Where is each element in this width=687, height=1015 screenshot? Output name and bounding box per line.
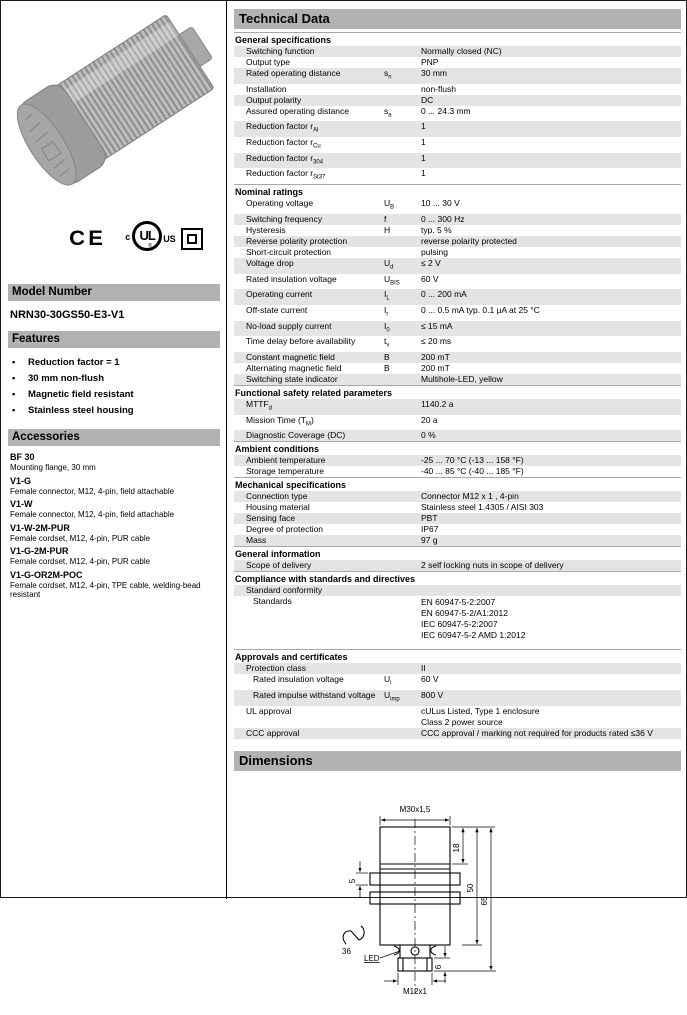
accessory-description: Female connector, M12, 4-pin, field attachable [10, 510, 175, 519]
spec-label: Rated impulse withstand voltage [253, 690, 376, 700]
spec-row [234, 455, 681, 466]
feature-item [10, 403, 218, 419]
accessory-item [10, 546, 218, 567]
spec-row [234, 690, 681, 706]
spec-value: EN 60947-5-2:2007 EN 60947-5-2/A1:2012 IEC 60947-5-2:2007 IEC 60947-5-2 AMD 1:2012 [421, 596, 526, 640]
spec-symbol [384, 513, 421, 524]
product-photo-illustration [8, 9, 214, 193]
ul-c-label: c [125, 232, 131, 242]
spec-value: PBT [421, 513, 438, 524]
accessory-name: BF 30 [10, 452, 35, 462]
spec-value: cULus Listed, Type 1 enclosure Class 2 power source [421, 706, 540, 728]
spec-row [234, 321, 681, 337]
spec-row [234, 274, 681, 290]
spec-value: 0 ... 300 Hz [421, 213, 465, 224]
spec-label: No-load supply current [246, 320, 332, 331]
feature-text: Stainless steel housing [28, 405, 134, 416]
ul-letters: UL [139, 228, 155, 243]
spec-row [234, 236, 681, 247]
spec-label: CCC approval [246, 727, 300, 738]
spec-value: 20 a [421, 414, 438, 425]
features-list [10, 355, 218, 419]
spec-value: Multihole-LED, yellow [421, 373, 503, 384]
spec-symbol [384, 46, 421, 57]
spec-value: 0 ... 200 mA [421, 289, 467, 300]
spec-symbol [384, 247, 421, 258]
spec-row [234, 374, 681, 385]
spec-value: 1 [421, 121, 426, 132]
spec-label: Voltage drop [246, 257, 294, 268]
spec-row [234, 466, 681, 477]
spec-label: Switching frequency [246, 213, 323, 224]
spec-row [234, 399, 681, 415]
spec-label: Degree of protection [246, 524, 324, 535]
ce-mark-icon: CE [69, 227, 107, 250]
spec-value: PNP [421, 57, 439, 67]
spec-row [234, 214, 681, 225]
spec-symbol: $U_{imp}$ [384, 690, 400, 703]
protection-class-2-icon [181, 228, 203, 250]
spec-label: Installation [246, 83, 287, 94]
feature-text: Magnetic field resistant [28, 389, 134, 400]
right-column [234, 9, 681, 1015]
dim-thread-bottom: M12x1 [402, 986, 428, 996]
spec-value: CCC approval / marking not required for products rated ≤36 V [421, 727, 653, 738]
spec-symbol [384, 374, 421, 385]
accessory-description: Female connector, M12, 4-pin, field attachable [10, 486, 175, 496]
spec-value: ≤ 15 mA [421, 320, 453, 331]
spec-value: reverse polarity protected [421, 235, 517, 246]
spec-value: 0 ... 24.3 mm [421, 105, 471, 116]
dim-led-label: LED [364, 953, 380, 963]
accessory-item [10, 523, 218, 544]
spec-symbol [384, 168, 421, 184]
spec-label: Constant magnetic field [246, 351, 335, 362]
spec-symbol [384, 57, 421, 68]
spec-symbol: H [384, 224, 391, 235]
spec-row [234, 198, 681, 214]
spec-symbol [384, 399, 421, 415]
technical-data-header: Technical Data [234, 9, 681, 29]
spec-row [234, 491, 681, 502]
dim-50: 50 [466, 883, 475, 893]
spec-value: 800 V [421, 690, 444, 700]
spec-label: Diagnostic Coverage (DC) [246, 430, 346, 441]
bullet-icon: • [12, 405, 16, 416]
spec-symbol: f [384, 213, 387, 224]
spec-value: 30 mm [421, 68, 447, 78]
spec-label: Operating current [246, 289, 313, 300]
spec-row [234, 502, 681, 513]
spec-symbol [384, 455, 421, 466]
spec-label: Operating voltage [246, 198, 314, 209]
spec-label: Standard conformity [246, 585, 323, 596]
model-number-header: Model Number [8, 284, 220, 301]
spec-label: Housing material [246, 502, 310, 513]
spec-row [234, 513, 681, 524]
spec-symbol: $I_0$ [384, 320, 390, 334]
spec-value: 1 [421, 137, 426, 148]
spec-label: Standards [253, 596, 292, 607]
spec-row [234, 57, 681, 68]
spec-symbol: $s_n$ [384, 68, 392, 81]
ul-us-label: US [163, 234, 176, 244]
spec-value: typ. 5 % [421, 224, 452, 235]
spec-label: Mass [246, 535, 267, 546]
accessory-name: V1-W [10, 499, 33, 509]
dim-5: 5 [348, 878, 357, 883]
accessory-name: V1-W-2M-PUR [10, 522, 70, 533]
model-number-value: NRN30-30GS50-E3-V1 [10, 309, 125, 321]
spec-symbol [384, 524, 421, 535]
spec-value: 0 ... 0.5 mA typ. 0.1 µA at 25 °C [421, 304, 540, 315]
section-header: Approvals and certificates [234, 649, 681, 663]
accessory-item [10, 570, 218, 600]
spec-label: Scope of delivery [246, 560, 312, 571]
spec-symbol: $U_i$ [384, 674, 392, 687]
spec-label: Connection type [246, 491, 308, 502]
dim-18: 18 [452, 843, 461, 853]
spec-value: 60 V [421, 273, 439, 284]
spec-label: Alternating magnetic field [246, 362, 342, 373]
spec-label: Output polarity [246, 94, 302, 105]
spec-row [234, 674, 681, 690]
spec-label: Switching function [246, 46, 315, 56]
section-header: Compliance with standards and directives [234, 571, 681, 585]
certification-marks [70, 221, 220, 257]
spec-value: 1 [421, 168, 426, 179]
protection-class-2-inner-square [187, 234, 197, 244]
spec-row [234, 46, 681, 57]
spec-row [234, 258, 681, 274]
dim-6: 6 [434, 964, 443, 969]
spec-row [234, 225, 681, 236]
spec-value: 10 ... 30 V [421, 198, 460, 209]
spec-symbol [384, 95, 421, 106]
section-header: Mechanical specifications [234, 477, 681, 491]
spec-row [234, 585, 681, 596]
section-header: General information [234, 546, 681, 560]
spec-value: DC [421, 94, 434, 105]
feature-text: Reduction factor = 1 [28, 357, 120, 368]
spec-label: Switching state indicator [246, 373, 338, 384]
spec-symbol [384, 466, 421, 477]
spec-row [234, 535, 681, 546]
section-header: General specifications [234, 32, 681, 46]
spec-value: IP67 [421, 524, 439, 535]
spec-symbol [384, 560, 421, 571]
bullet-icon: • [12, 373, 16, 384]
spec-value: 200 mT [421, 351, 450, 362]
spec-symbol: $U_{BIS}$ [384, 273, 400, 287]
spec-value: 200 mT [421, 362, 450, 373]
accessories-header: Accessories [8, 429, 220, 446]
spec-label: Reduction factor $r_{304}$ [246, 152, 324, 166]
spec-row [234, 68, 681, 84]
spec-label: Reduction factor $r_{St37}$ [246, 168, 326, 182]
spec-value: -40 ... 85 °C (-40 ... 185 °F) [421, 466, 524, 477]
spec-value: II [421, 663, 426, 674]
spec-row [234, 137, 681, 153]
section-header: Ambient conditions [234, 441, 681, 455]
spec-row [234, 289, 681, 305]
spec-row [234, 121, 681, 137]
spec-label: Short-circuit protection [246, 246, 332, 257]
spec-symbol [384, 491, 421, 502]
spec-row [234, 524, 681, 535]
spec-label: Assured operating distance [246, 105, 350, 116]
feature-text: 30 mm non-flush [28, 373, 105, 384]
spec-row [234, 247, 681, 258]
dimension-drawing-svg [334, 795, 564, 1010]
accessory-description: Female cordset, M12, 4-pin, PUR cable [10, 557, 151, 566]
spec-row [234, 560, 681, 571]
spec-symbol [384, 137, 421, 153]
spec-value: Normally closed (NC) [421, 46, 502, 56]
accessory-item [10, 452, 218, 473]
spec-label: UL approval [246, 705, 292, 716]
spec-label: Protection class [246, 663, 306, 674]
spec-label: Reverse polarity protection [246, 235, 348, 246]
section-header: Nominal ratings [234, 184, 681, 198]
spec-symbol [384, 121, 421, 137]
section-header: Functional safety related parameters [234, 385, 681, 399]
column-divider [226, 1, 227, 899]
spec-row [234, 84, 681, 95]
accessories-list [10, 452, 218, 603]
spec-row [234, 596, 681, 640]
spec-label: Off-state current [246, 304, 308, 315]
bullet-icon: • [12, 389, 16, 400]
spec-symbol [384, 663, 421, 674]
feature-item [10, 355, 218, 371]
spec-value: Stainless steel 1.4305 / AISI 303 [421, 502, 544, 513]
spec-symbol: B [384, 362, 390, 373]
dimensions-header: Dimensions [234, 751, 681, 771]
accessory-name: V1-G-OR2M-POC [10, 569, 83, 580]
cULus-mark-icon [125, 221, 176, 257]
spec-symbol: $t_v$ [384, 336, 390, 349]
spec-row [234, 363, 681, 374]
spec-symbol: $U_d$ [384, 257, 394, 271]
spec-symbol [384, 84, 421, 95]
spec-value: 97 g [421, 535, 438, 546]
spec-value [421, 585, 681, 596]
dim-thread-top: M30x1,5 [399, 804, 431, 814]
spec-value: 1 [421, 152, 426, 163]
spec-row [234, 415, 681, 431]
spec-label: Reduction factor $r_{Al}$ [246, 121, 319, 135]
spec-row [234, 168, 681, 184]
spec-label: Storage temperature [246, 466, 324, 477]
dim-65: 65 [480, 896, 489, 906]
spec-label: $MTTF_d$ [246, 398, 272, 412]
spec-symbol [384, 415, 421, 431]
accessory-description: Female cordset, M12, 4-pin, PUR cable [10, 533, 151, 543]
wrench-icon [343, 926, 364, 944]
dim-wrench-36: 36 [342, 946, 351, 956]
spec-label: Time delay before availability [246, 336, 356, 347]
spec-symbol [384, 728, 421, 739]
spec-label: Mission Time $(T_M)$ [246, 414, 314, 428]
accessory-name: V1-G [10, 475, 32, 486]
spec-symbol [384, 430, 421, 441]
spec-label: Rated insulation voltage [246, 273, 337, 284]
spec-value: -25 ... 70 °C (-13 ... 158 °F) [421, 455, 524, 466]
spec-row [234, 106, 681, 122]
spec-row [234, 728, 681, 739]
spec-value: 2 self locking nuts in scope of delivery [421, 560, 564, 571]
spec-sections [234, 32, 681, 739]
spec-row [234, 663, 681, 674]
spec-value: ≤ 2 V [421, 257, 441, 268]
spec-label: Reduction factor $r_{Cu}$ [246, 137, 321, 150]
spec-symbol [384, 502, 421, 513]
feature-item [10, 371, 218, 387]
spec-value: pulsing [421, 246, 448, 257]
accessory-item [10, 499, 218, 520]
accessory-description: Mounting flange, 30 mm [10, 463, 96, 472]
spec-symbol [384, 596, 421, 640]
spec-label: Ambient temperature [246, 455, 326, 466]
feature-item [10, 387, 218, 403]
spec-row [234, 706, 681, 728]
spec-symbol [384, 585, 421, 596]
spec-symbol: $U_B$ [384, 198, 395, 211]
spec-label: Sensing face [246, 513, 296, 524]
spec-symbol [384, 535, 421, 546]
dimension-drawing [334, 795, 564, 1015]
spec-row [234, 430, 681, 441]
accessory-description: Female cordset, M12, 4-pin, TPE cable, welding-bead resistant [10, 580, 201, 599]
spec-value: 60 V [421, 674, 439, 685]
spec-row [234, 153, 681, 169]
spec-symbol [384, 706, 421, 728]
spec-symbol: B [384, 351, 390, 362]
spec-value: ≤ 20 ms [421, 336, 452, 347]
spec-symbol [384, 153, 421, 169]
features-header: Features [8, 331, 220, 348]
spec-label: Hysteresis [246, 224, 286, 235]
spec-value: non-flush [421, 83, 456, 94]
spec-value: Connector M12 x 1 , 4-pin [421, 491, 519, 502]
spec-symbol: $I_L$ [384, 289, 390, 302]
spec-symbol: $I_r$ [384, 304, 389, 318]
spec-label: Output type [246, 57, 290, 67]
spec-label: Rated insulation voltage [253, 674, 344, 685]
spec-value: 0 % [421, 430, 436, 441]
accessory-name: V1-G-2M-PUR [10, 546, 69, 556]
product-photo [8, 9, 214, 193]
spec-row [234, 336, 681, 352]
spec-symbol: $s_a$ [384, 105, 392, 119]
spec-value: 1140.2 a [421, 398, 454, 409]
spec-row [234, 305, 681, 321]
ul-circle [132, 221, 162, 251]
spec-label: Rated operating distance [246, 68, 341, 78]
ul-registered-symbol: ® [148, 243, 152, 249]
spec-symbol [384, 236, 421, 247]
bullet-icon: • [12, 357, 16, 368]
accessory-item [10, 476, 218, 497]
spec-row [234, 352, 681, 363]
spec-row [234, 95, 681, 106]
